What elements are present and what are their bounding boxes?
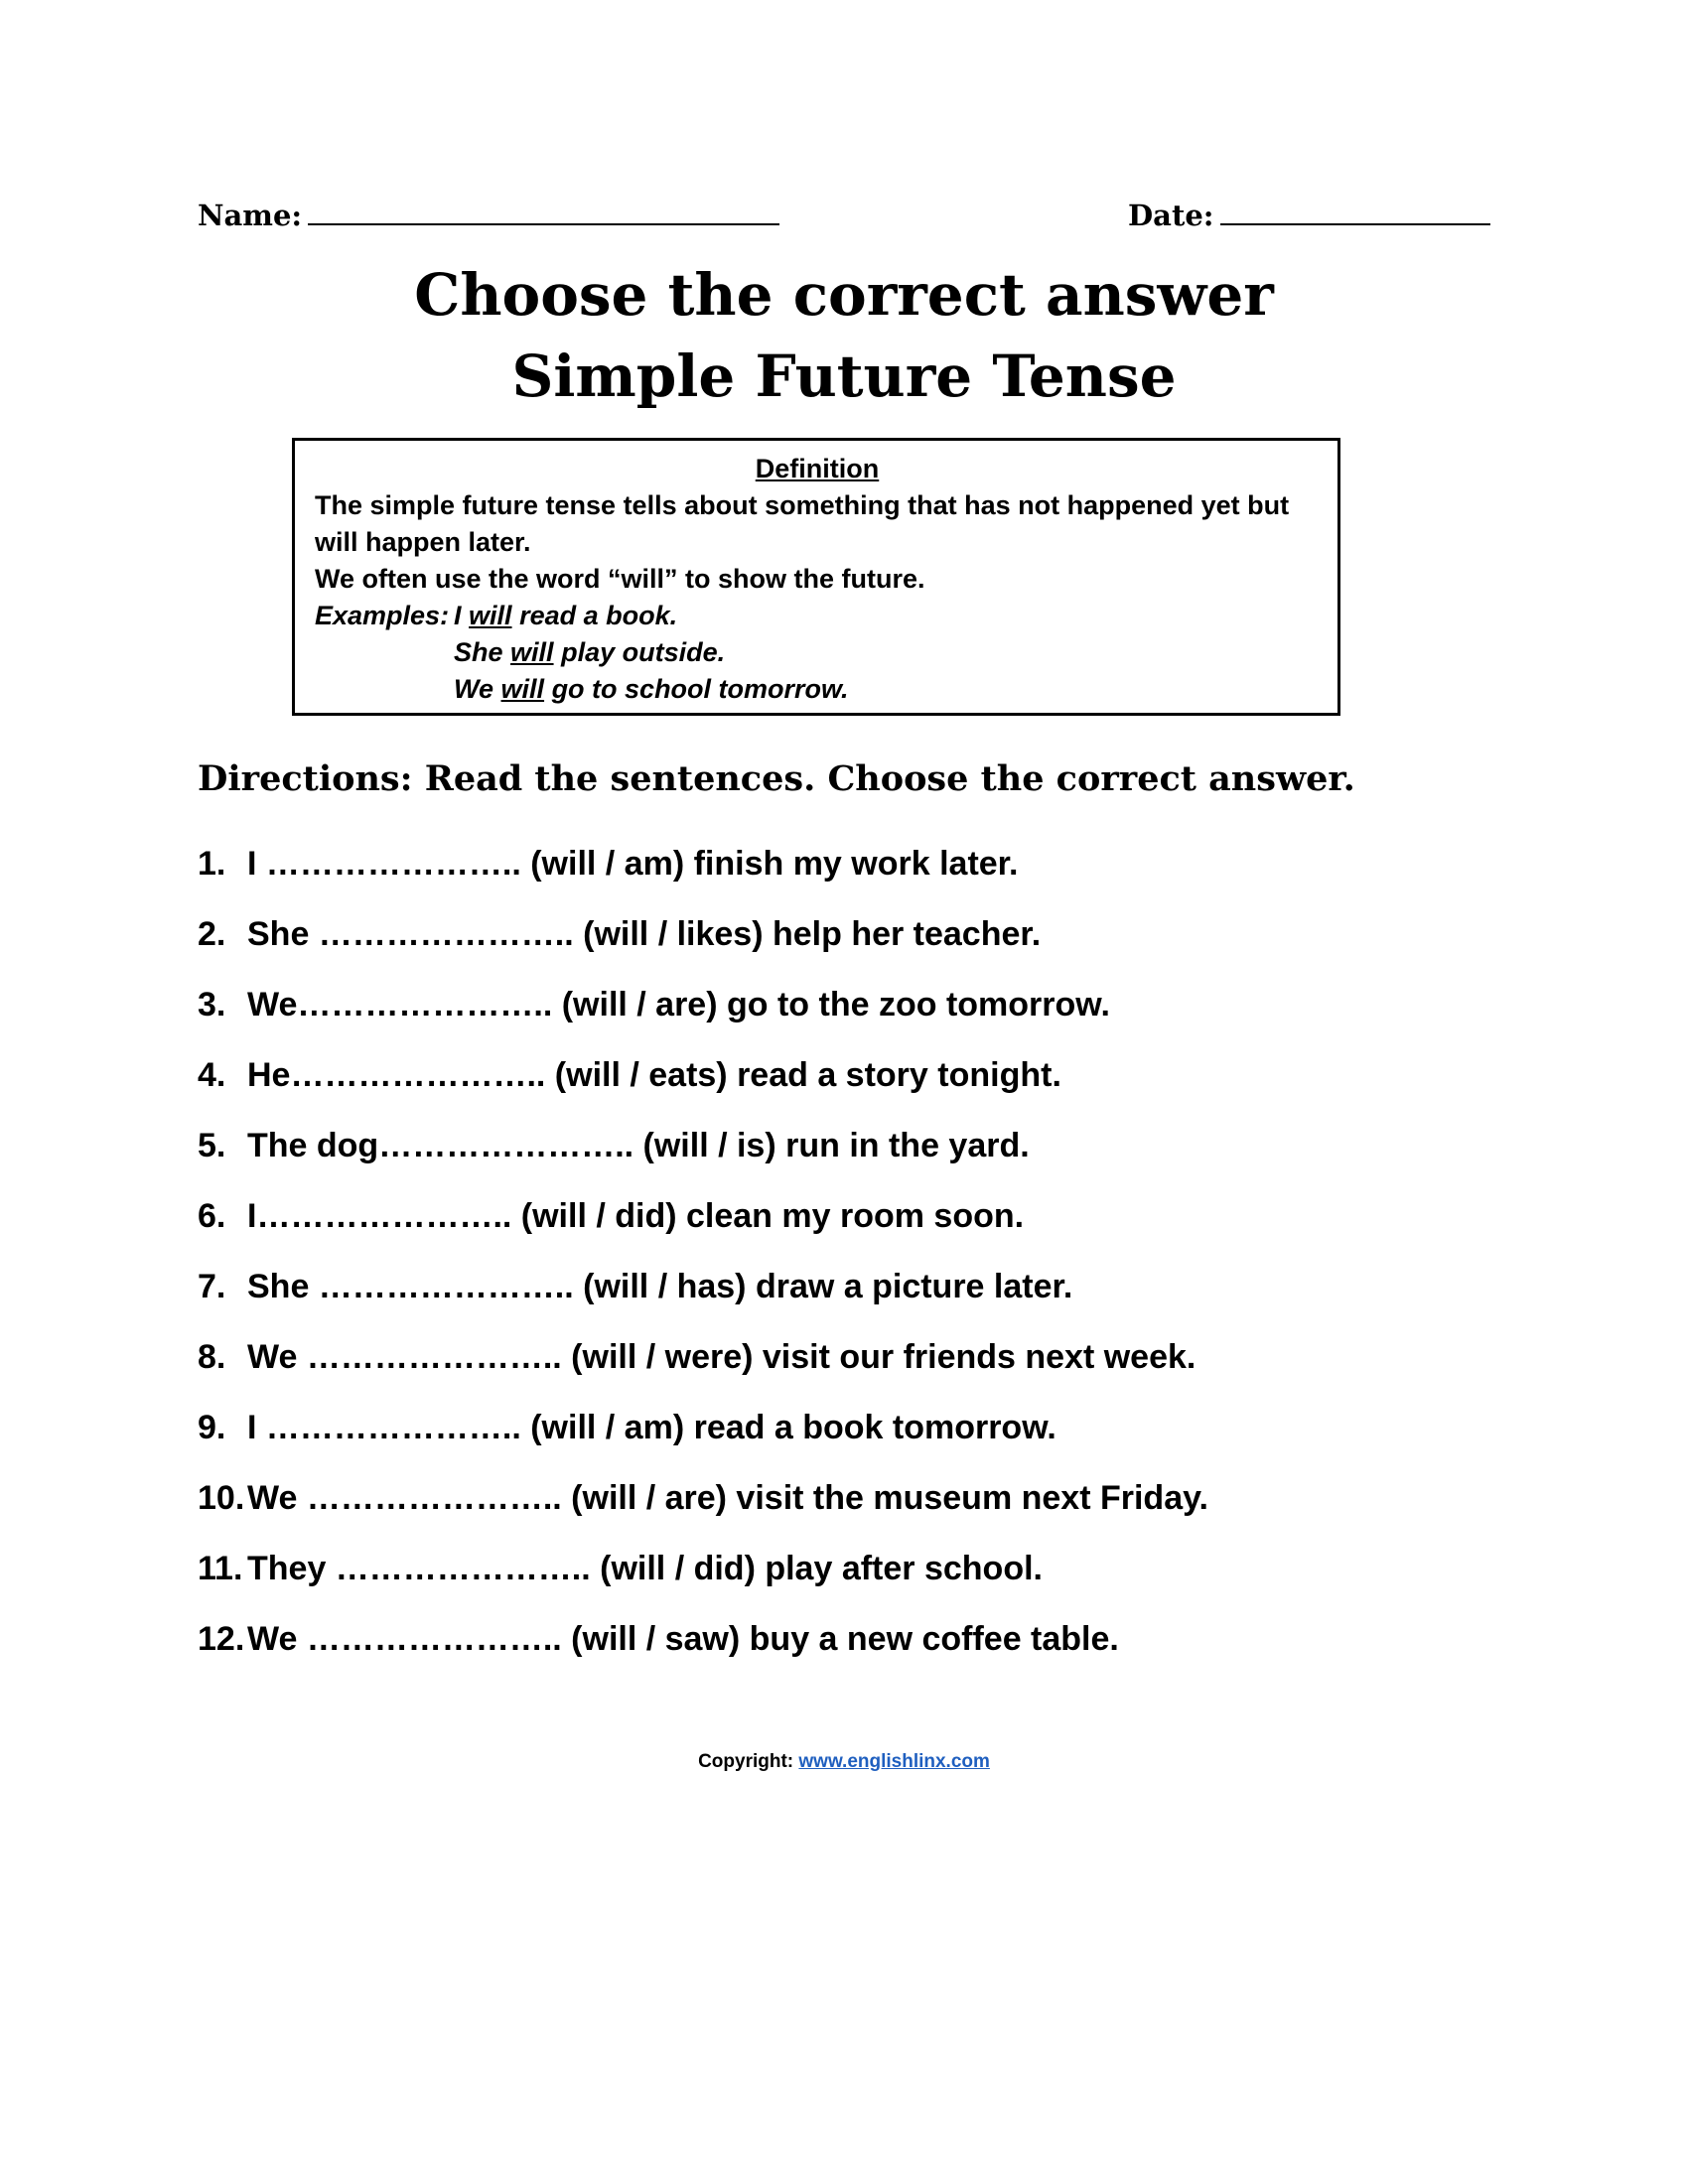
examples-label: Examples: — [315, 601, 450, 630]
question-item — [198, 841, 1208, 911]
example-subject: I — [454, 601, 462, 630]
question-number: 3. — [198, 986, 226, 1024]
example-rest: read a book. — [519, 601, 678, 630]
question-text: He………………….. (will / eats) read a story tonight. — [247, 1056, 1061, 1094]
question-item — [198, 911, 1208, 982]
definition-box — [292, 438, 1340, 716]
question-item — [198, 1616, 1208, 1687]
question-text: We ………………….. (will / saw) buy a new coffee table. — [247, 1620, 1119, 1658]
example-rest: go to school tomorrow. — [551, 674, 849, 704]
date-field[interactable] — [1128, 199, 1490, 232]
question-item — [198, 1193, 1208, 1264]
name-blank-line[interactable] — [308, 200, 779, 225]
example-row — [315, 671, 1320, 708]
question-number: 2. — [198, 915, 226, 953]
example-keyword: will — [510, 637, 554, 667]
question-text: We………………….. (will / are) go to the zoo tomorrow. — [247, 986, 1110, 1024]
name-label: Name: — [198, 199, 303, 232]
directions-text: Directions: Read the sentences. Choose the correct answer. — [198, 758, 1355, 799]
page-subtitle: Simple Future Tense — [511, 342, 1177, 410]
question-item — [198, 1052, 1208, 1123]
question-text: The dog………………….. (will / is) run in the yard. — [247, 1127, 1030, 1164]
copyright-footer — [0, 1751, 1688, 1773]
examples-list — [315, 598, 1320, 708]
example-row — [315, 634, 1320, 671]
name-field[interactable] — [198, 199, 779, 232]
example-row — [315, 598, 1320, 634]
question-item — [198, 1546, 1208, 1616]
question-number: 5. — [198, 1127, 226, 1164]
example-rest: play outside. — [561, 637, 726, 667]
example-subject: She — [454, 637, 503, 667]
question-text: We ………………….. (will / are) visit the museum next Friday. — [247, 1479, 1208, 1517]
question-item — [198, 1475, 1208, 1546]
question-text: I ………………….. (will / am) read a book tomorrow. — [247, 1409, 1056, 1446]
question-text: They ………………….. (will / did) play after school. — [247, 1550, 1043, 1587]
definition-note: We often use the word “will” to show the future. — [315, 564, 925, 594]
definition-heading: Definition — [755, 454, 880, 483]
question-number: 6. — [198, 1197, 226, 1235]
copyright-label: Copyright: — [698, 1751, 794, 1772]
question-text: I ………………….. (will / am) finish my work later. — [247, 845, 1019, 883]
question-number: 12. — [198, 1620, 245, 1658]
question-item — [198, 1123, 1208, 1193]
question-list — [198, 841, 1208, 1687]
question-text: I………………….. (will / did) clean my room soon. — [247, 1197, 1025, 1235]
question-number: 8. — [198, 1338, 226, 1376]
question-item — [198, 1334, 1208, 1405]
question-number: 10. — [198, 1479, 245, 1517]
question-text: She ………………….. (will / likes) help her teacher. — [247, 915, 1042, 953]
question-number: 11. — [198, 1550, 243, 1587]
question-number: 7. — [198, 1268, 226, 1305]
question-item — [198, 982, 1208, 1052]
example-keyword: will — [469, 601, 512, 630]
question-text: She ………………….. (will / has) draw a picture later. — [247, 1268, 1073, 1305]
example-keyword: will — [500, 674, 545, 704]
question-text: We ………………….. (will / were) visit our friends next week. — [247, 1338, 1196, 1376]
copyright-link[interactable]: www.englishlinx.com — [798, 1751, 990, 1772]
question-number: 9. — [198, 1409, 226, 1446]
question-item — [198, 1405, 1208, 1475]
definition-text: The simple future tense tells about something that has not happened yet but will happen later. — [315, 490, 1290, 557]
question-number: 4. — [198, 1056, 226, 1094]
date-label: Date: — [1128, 199, 1214, 232]
worksheet-header — [198, 199, 1478, 238]
date-blank-line[interactable] — [1220, 200, 1490, 225]
example-subject: We — [454, 674, 494, 704]
question-item — [198, 1264, 1208, 1334]
page-title: Choose the correct answer — [414, 261, 1274, 329]
question-number: 1. — [198, 845, 226, 883]
